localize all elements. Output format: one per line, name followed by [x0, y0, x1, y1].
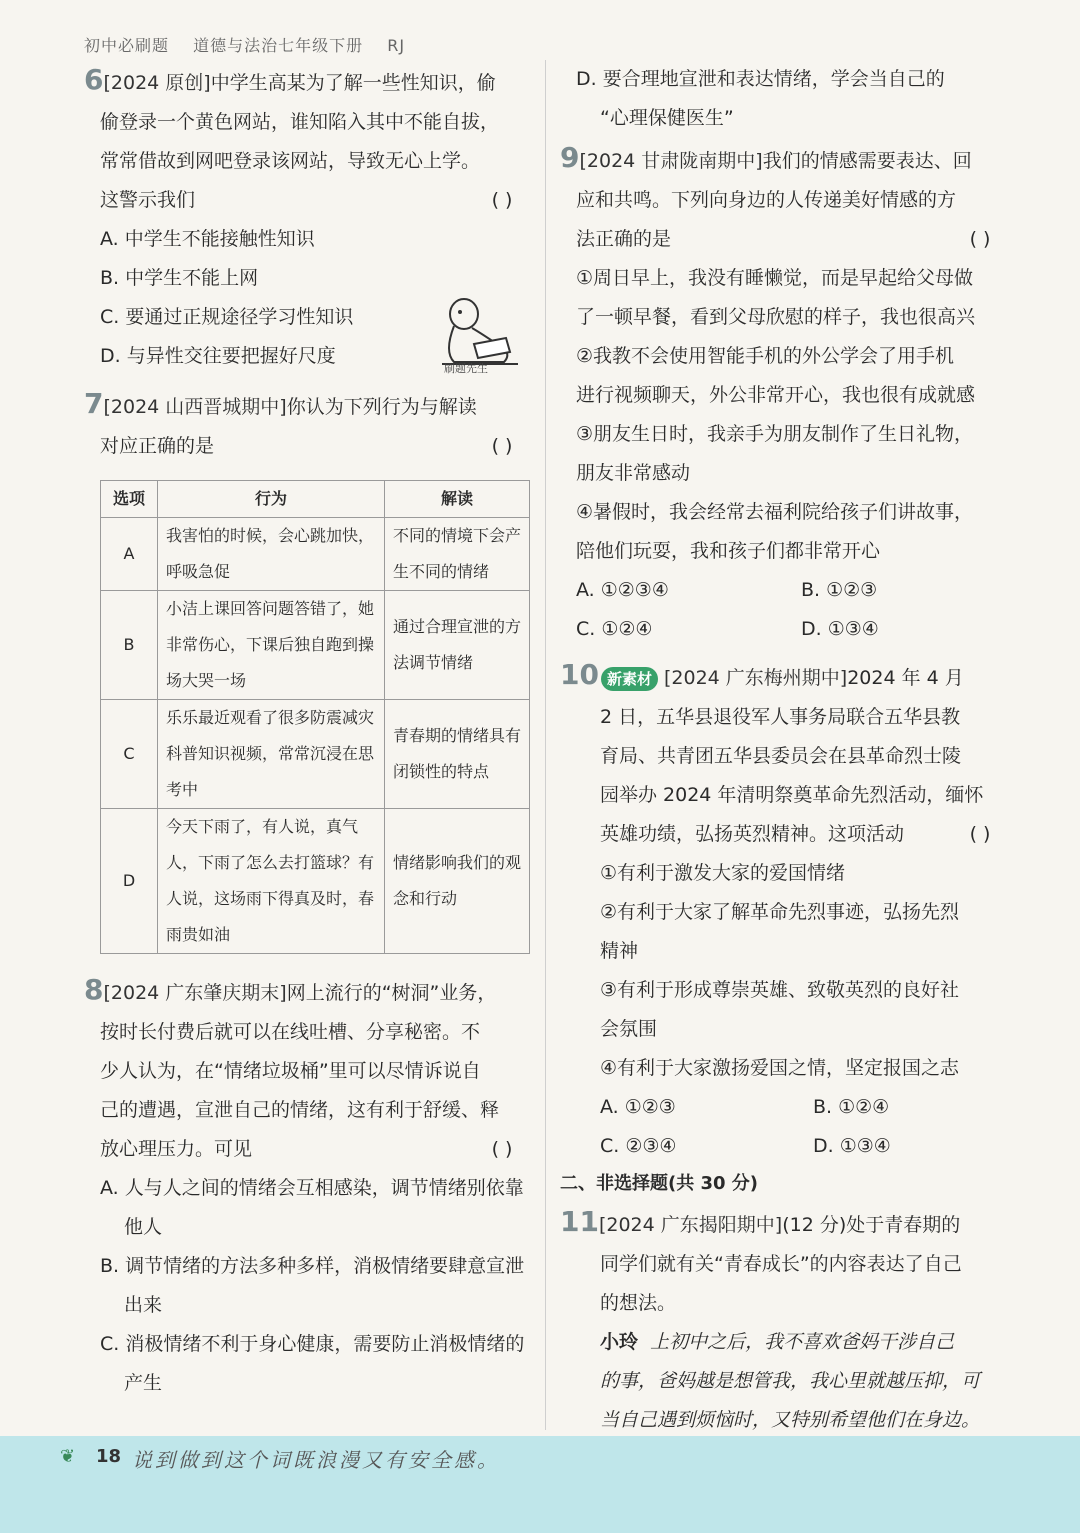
answer-paren: ( ): [969, 823, 991, 845]
table-header-row: [101, 481, 530, 518]
list-item: ③有利于形成尊崇英雄、致敬英烈的良好社: [600, 979, 960, 1001]
stem-line: 2 日，五华县退役军人事务局联合五华县教: [600, 706, 961, 728]
stem-line: 少人认为，在“情绪垃圾桶”里可以尽情诉说自: [100, 1060, 481, 1082]
stem-line: 按时长付费后就可以在线吐槽、分享秘密。不: [100, 1021, 481, 1043]
option: A. ①②③: [600, 1096, 676, 1118]
stem-line: 英雄功绩，弘扬英烈精神。这项活动: [600, 823, 905, 845]
stem-line: 常常借故到网吧登录该网站，导致无心上学。: [100, 150, 481, 172]
option: C. 要通过正规途径学习性知识: [100, 306, 354, 328]
stem-line: 园举办 2024 年清明祭奠革命先烈活动，缅怀: [600, 784, 984, 806]
question-number: 9: [560, 141, 580, 174]
option: A. ①②③④: [576, 579, 669, 601]
question-9: [560, 138, 1010, 649]
leaf-icon: ❦: [60, 1446, 76, 1467]
option-cell: B: [101, 591, 158, 700]
stem-line: 网上流行的“树洞”业务，: [286, 982, 497, 1004]
question-source: [2024 原创]: [103, 72, 211, 94]
behavior-table: [100, 480, 530, 954]
book-name: 初中必刷题: [84, 36, 170, 55]
question-number: 6: [84, 63, 104, 96]
interpretation-cell: 通过合理宣泄的方法调节情绪: [385, 591, 530, 700]
option: A. 中学生不能接触性知识: [100, 228, 315, 250]
edition: RJ: [387, 36, 406, 55]
behavior-cell: 今天下雨了，有人说，真气人，下雨了怎么去打篮球？有人说，这场雨下得真及时，春雨贵如油: [158, 809, 385, 954]
question-7: [84, 384, 532, 466]
answer-paren: ( ): [491, 1138, 513, 1160]
option: B. 调节情绪的方法多种多样，消极情绪要肆意宣泄出来: [100, 1255, 525, 1316]
answer-paren: ( ): [491, 189, 513, 211]
behavior-cell: 我害怕的时候，会心跳加快，呼吸急促: [158, 518, 385, 591]
question-number: 7: [84, 387, 104, 420]
column-header: 选项: [101, 481, 158, 518]
section-heading: 二、非选择题(共 30 分): [560, 1173, 759, 1194]
options-row: [560, 1127, 1010, 1166]
option: D. 与异性交往要把握好尺度: [100, 345, 336, 367]
question-number: 8: [84, 973, 104, 1006]
stem-line: 这警示我们: [100, 189, 196, 211]
question-8-option-d: [560, 60, 1010, 138]
option: D. 要合理地宣泄和表达情绪，学会当自己的: [576, 68, 945, 90]
option: A. 人与人之间的情绪会互相感染，调节情绪别依靠他人: [100, 1177, 524, 1238]
options-row: [560, 610, 1010, 649]
mascot-caption: 刷题先生: [444, 362, 488, 375]
list-item: 陪他们玩耍，我和孩子们都非常开心: [576, 540, 881, 562]
stem-line: 我们的情感需要表达、回: [762, 150, 972, 172]
page-footer: [0, 1436, 1080, 1533]
list-item: ①周日早上，我没有睡懒觉，而是早起给父母做: [576, 267, 974, 289]
right-column: [560, 60, 1010, 1440]
question-number: 11: [560, 1205, 599, 1238]
stem-line: 对应正确的是: [100, 435, 215, 457]
interpretation-cell: 青春期的情绪具有闭锁性的特点: [385, 700, 530, 809]
option: D. ①③④: [813, 1135, 891, 1157]
stem-line: (12 分)处于青春期的: [782, 1214, 961, 1236]
option: D. ①③④: [801, 618, 879, 640]
table-row: [101, 591, 530, 700]
question-source: [2024 广东梅州期中]: [663, 667, 848, 689]
list-item: 了一顿早餐，看到父母欣慰的样子，我也很高兴: [576, 306, 976, 328]
option: “心理保健医生”: [600, 107, 734, 129]
list-item: 会氛围: [600, 1018, 658, 1040]
column-divider: [545, 60, 546, 1430]
option: C. 消极情绪不利于身心健康，需要防止消极情绪的产生: [100, 1333, 525, 1394]
stem-line: 中学生高某为了解一些性知识，偷: [210, 72, 496, 94]
stem-line: 放心理压力。可见: [100, 1138, 253, 1160]
table-row: [101, 518, 530, 591]
speech-line: 的事，爸妈越是想管我，我心里就越压抑，可: [600, 1370, 981, 1392]
list-item: ②有利于大家了解革命先烈事迹，弘扬先烈: [600, 901, 960, 923]
list-item: ④暑假时，我会经常去福利院给孩子们讲故事，: [576, 501, 974, 523]
stem-line: 同学们就有关“青春成长”的内容表达了自己: [600, 1253, 962, 1275]
column-header: 解读: [385, 481, 530, 518]
speech-line: 当自己遇到烦恼时，又特别希望他们在身边。: [600, 1409, 981, 1431]
stem-line: 己的遭遇，宣泄自己的情绪，这有利于舒缓、释: [100, 1099, 500, 1121]
option: C. ②③④: [600, 1135, 677, 1157]
behavior-cell: 乐乐最近观看了很多防震减灾科普知识视频，常常沉浸在思考中: [158, 700, 385, 809]
question-source: [2024 广东揭阳期中]: [598, 1214, 783, 1236]
question-source: [2024 甘肃陇南期中]: [579, 150, 763, 172]
stem-line: 法正确的是: [576, 228, 672, 250]
answer-paren: ( ): [969, 228, 991, 250]
page-number: 18: [96, 1446, 122, 1467]
option: B. ①②④: [813, 1096, 890, 1118]
list-item: ④有利于大家激扬爱国之情，坚定报国之志: [600, 1057, 960, 1079]
new-material-badge: 新素材: [601, 667, 658, 691]
question-number: 10: [560, 658, 599, 691]
table-row: [101, 809, 530, 954]
stem-line: 的想法。: [600, 1292, 677, 1314]
options-row: [560, 571, 1010, 610]
options-row: [560, 1088, 1010, 1127]
question-10: [560, 655, 1010, 1166]
stem-line: 你认为下列行为与解读: [286, 396, 477, 418]
question-source: [2024 广东肇庆期末]: [103, 982, 287, 1004]
interpretation-cell: 不同的情境下会产生不同的情绪: [385, 518, 530, 591]
option-cell: C: [101, 700, 158, 809]
option: C. ①②④: [576, 618, 653, 640]
list-item: ③朋友生日时，我亲手为朋友制作了生日礼物，: [576, 423, 974, 445]
list-item: 进行视频聊天，外公非常开心，我也很有成就感: [576, 384, 976, 406]
question-8: [84, 970, 532, 1403]
column-header: 行为: [158, 481, 385, 518]
option-cell: A: [101, 518, 158, 591]
speaker-name: 小玲: [600, 1331, 639, 1353]
option-cell: D: [101, 809, 158, 954]
stem-line: 育局、共青团五华县委员会在县革命烈士陵: [600, 745, 962, 767]
stem-line: 2024 年 4 月: [847, 667, 964, 689]
question-11: [560, 1202, 1010, 1440]
footer-motto: 说到做到这个词既浪漫又有安全感。: [132, 1448, 500, 1472]
behavior-cell: 小洁上课回答问题答错了，她非常伤心，下课后独自跑到操场大哭一场: [158, 591, 385, 700]
table-row: [101, 700, 530, 809]
list-item: ②我教不会使用智能手机的外公学会了用手机: [576, 345, 955, 367]
answer-paren: ( ): [491, 435, 513, 457]
list-item: ①有利于激发大家的爱国情绪: [600, 862, 846, 884]
question-source: [2024 山西晋城期中]: [103, 396, 287, 418]
interpretation-cell: 情绪影响我们的观念和行动: [385, 809, 530, 954]
page-header: [84, 33, 423, 56]
subject-name: 道德与法治七年级下册: [193, 36, 364, 55]
left-column: [84, 60, 532, 1403]
option: B. 中学生不能上网: [100, 267, 259, 289]
list-item: 朋友非常感动: [576, 462, 691, 484]
option: B. ①②③: [801, 579, 878, 601]
speech-line: 上初中之后，我不喜欢爸妈干涉自己: [650, 1331, 955, 1353]
list-item: 精神: [600, 940, 639, 962]
stem-line: 偷登录一个黄色网站，谁知陷入其中不能自拔，: [100, 111, 500, 133]
stem-line: 应和共鸣。下列向身边的人传递美好情感的方: [576, 189, 957, 211]
